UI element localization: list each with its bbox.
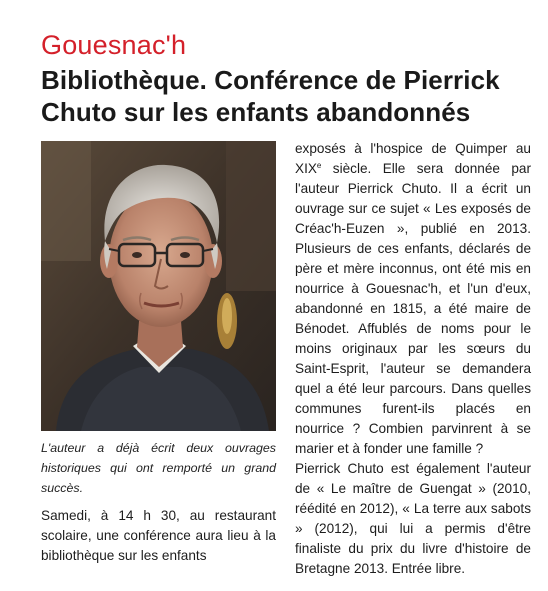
article-lead-paragraph: Samedi, à 14 h 30, au restaurant scolaire, une conférence aura lieu à la bibliothèque sur les enfants bbox=[41, 508, 276, 563]
article-body-column bbox=[295, 139, 531, 579]
body-paragraph-1 bbox=[295, 139, 531, 459]
section-kicker: Gouesnac'h bbox=[41, 30, 187, 60]
body-text: siècle. Elle sera donnée par l'auteur Pierrick Chuto. Il a écrit un ouvrage sur ce sujet « Les exposés de Créac'h-Euzen », publié en 2013. Plusieurs de ces enfants, déclarés de père et mère inconnus, ont été mis en nourrice à Gouesnac'h, et l'un d'eux, abandonné en 1815, a été maire de Bénodet. Affublés de noms pour le moins originaux par les sœurs du Saint-Esprit, l'auteur se demandera quel a été leur parcours. Dans quelles communes furent-ils placés en nourrice ? Combien parvinrent à se marier et à fonder une famille ? bbox=[295, 161, 531, 456]
superscript: e bbox=[316, 161, 322, 170]
photo-caption: L'auteur a déjà écrit deux ouvrages historiques qui ont remporté un grand succès. bbox=[41, 441, 276, 495]
body-paragraph-2: Pierrick Chuto est également l'auteur de « Le maître de Guengat » (2010, réédité en 2012), « La terre aux sabots » (2012), qui lui a permis d'être finaliste du prix du livre d'histoire de Bretagne 2013. Entrée libre. bbox=[295, 461, 531, 576]
article-headline: Bibliothèque. Conférence de Pierrick Chuto sur les enfants abandonnés bbox=[41, 65, 500, 127]
body-text: exposés à l'hospice de Quimper au XIX bbox=[295, 141, 531, 176]
article-photo bbox=[41, 141, 276, 431]
